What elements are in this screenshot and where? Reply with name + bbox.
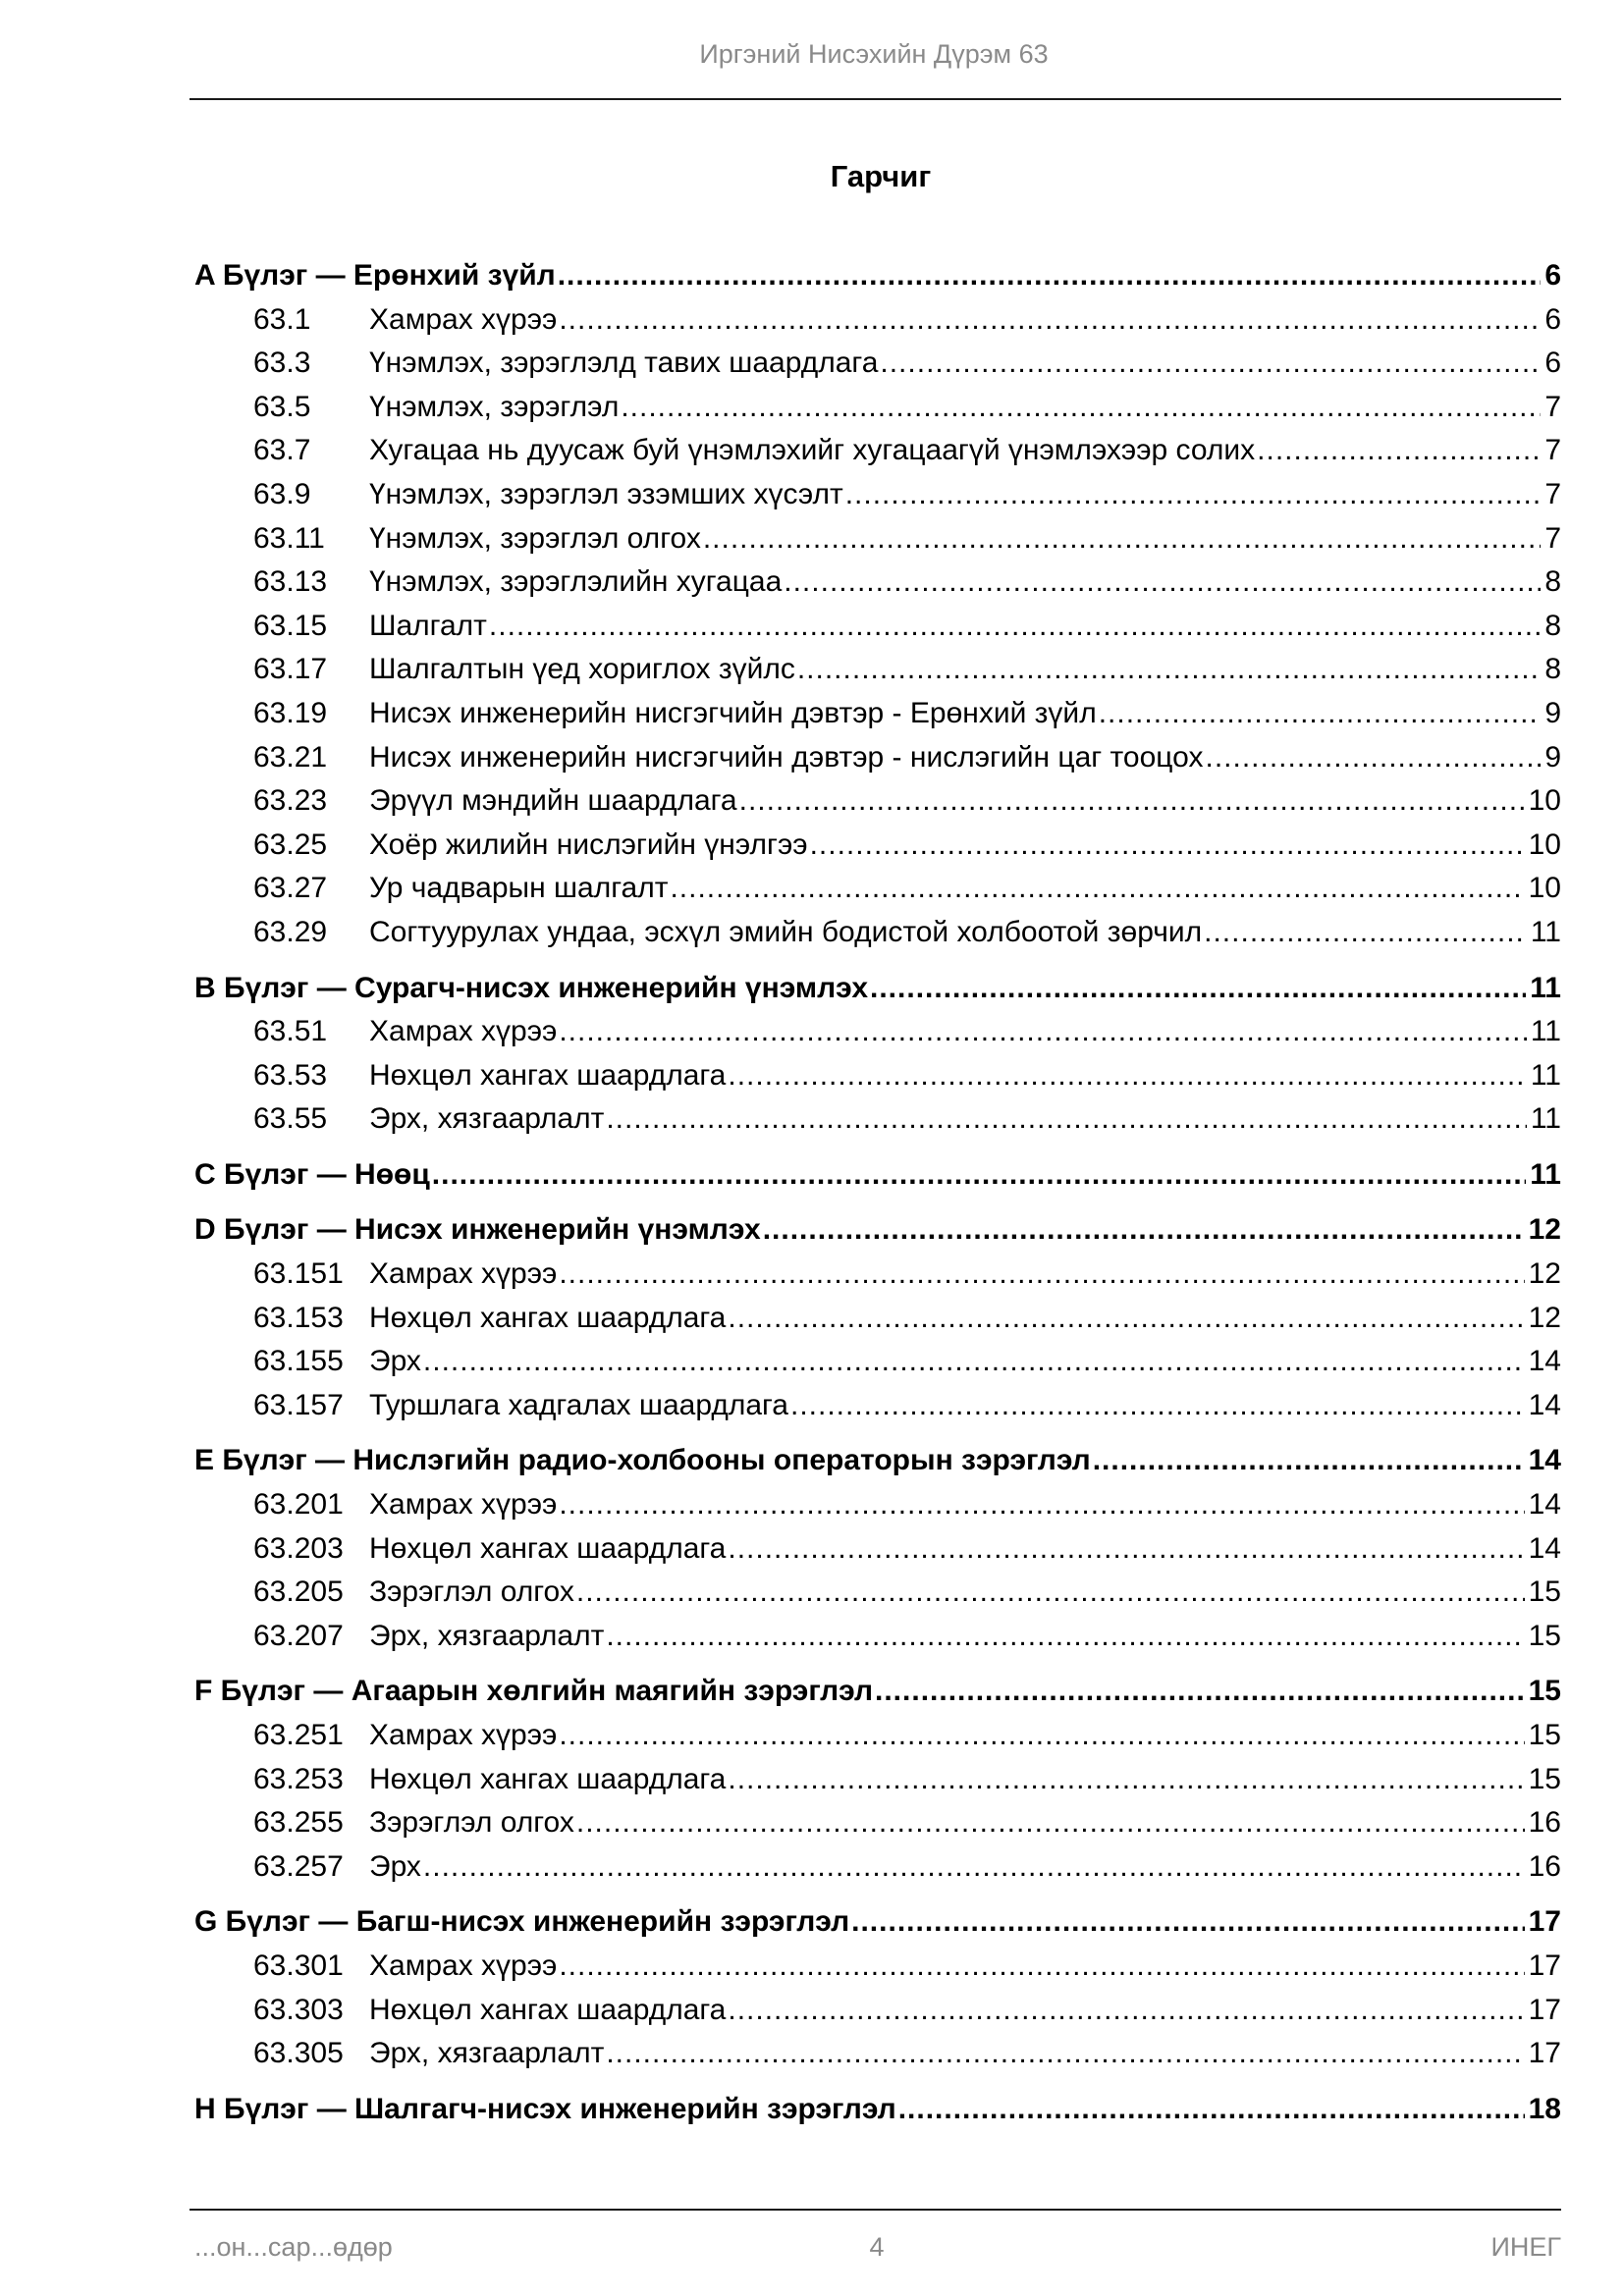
chapter-page-number: 15 — [1528, 1675, 1561, 1708]
toc-item-entry[interactable] — [194, 1989, 1561, 2033]
chapter-page-number: 12 — [1528, 1213, 1561, 1247]
item-title: Туршлага хадгалах шаардлага — [369, 1388, 788, 1421]
dot-leader — [790, 1384, 1525, 1428]
toc-item-entry[interactable] — [194, 1615, 1561, 1659]
item-number: 63.303 — [253, 1993, 344, 2026]
item-number: 63.207 — [253, 1619, 344, 1652]
item-page-number: 11 — [1530, 915, 1561, 948]
item-title: Хамрах хүрээ — [369, 1719, 558, 1751]
item-title: Хугацаа нь дуусаж буй үнэмлэхийг хугацаагүй үнэмлэхээр солих — [369, 434, 1256, 467]
chapter-title: C Бүлэг — Нөөц — [194, 1157, 430, 1191]
chapter-title: A Бүлэг — Ерөнхий зүйл — [194, 259, 556, 292]
dot-leader — [851, 1900, 1524, 1945]
item-page-number: 11 — [1530, 1015, 1561, 1048]
item-number: 63.55 — [253, 1102, 328, 1136]
toc-item-entry[interactable] — [194, 1010, 1561, 1054]
toc-chapter-entry[interactable] — [194, 1900, 1561, 1945]
chapter-title: E Бүлэг — Нислэгийн радио-холбооны операторын зэрэглэл — [194, 1444, 1091, 1477]
toc-item-entry[interactable] — [194, 1571, 1561, 1615]
item-page-number: 14 — [1528, 1531, 1561, 1565]
item-page-number: 11 — [1530, 1102, 1561, 1136]
dot-leader — [621, 386, 1541, 430]
item-title: Эрх, хязгаарлалт — [369, 1619, 605, 1652]
item-title: Хамрах хүрээ — [369, 1949, 558, 1982]
dot-leader — [423, 1845, 1525, 1890]
item-page-number: 9 — [1544, 740, 1561, 774]
item-number: 63.205 — [253, 1575, 344, 1609]
chapter-page-number: 11 — [1530, 1157, 1561, 1191]
toc-section — [194, 967, 1561, 1142]
item-number: 63.51 — [253, 1015, 328, 1048]
toc-item-entry[interactable] — [194, 1758, 1561, 1802]
toc-chapter-entry[interactable] — [194, 1208, 1561, 1253]
item-page-number: 17 — [1528, 1993, 1561, 2026]
dot-leader — [728, 1758, 1524, 1802]
toc-item-entry[interactable] — [194, 561, 1561, 605]
running-header: Иргэний Нисэхийн Дүрэм 63 — [699, 39, 1049, 69]
chapter-page-number: 17 — [1528, 1905, 1561, 1939]
toc-item-entry[interactable] — [194, 1054, 1561, 1098]
item-title: Эрх, хязгаарлалт — [369, 2037, 605, 2070]
toc-item-entry[interactable] — [194, 605, 1561, 649]
toc-item-entry[interactable] — [194, 867, 1561, 911]
item-page-number: 12 — [1528, 1301, 1561, 1334]
item-page-number: 15 — [1528, 1762, 1561, 1795]
item-title: Эрх — [369, 1849, 421, 1883]
item-number: 63.257 — [253, 1849, 344, 1883]
header-rule — [189, 98, 1561, 100]
item-title: Эрх, хязгаарлалт — [369, 1102, 605, 1136]
chapter-title: H Бүлэг — Шалгагч-нисэх инженерийн зэрэглэл — [194, 2092, 896, 2125]
item-title: Үнэмлэх, зэрэглэл — [369, 390, 620, 423]
item-number: 63.1 — [253, 302, 311, 336]
table-of-contents — [194, 254, 1561, 2143]
dot-leader — [763, 1208, 1525, 1253]
item-title: Нөхцөл хангах шаардлага — [369, 1301, 727, 1334]
item-page-number: 11 — [1530, 1058, 1561, 1092]
toc-chapter-entry[interactable] — [194, 254, 1561, 298]
item-title: Шалгалтын үед хориглох зүйлс — [369, 653, 795, 686]
dot-leader — [670, 867, 1524, 911]
dot-leader — [784, 561, 1541, 605]
dot-leader — [1206, 736, 1542, 780]
toc-item-entry[interactable] — [194, 517, 1561, 561]
item-title: Шалгалт — [369, 609, 487, 642]
item-number: 63.251 — [253, 1719, 344, 1751]
toc-chapter-entry[interactable] — [194, 1670, 1561, 1714]
dot-leader — [797, 648, 1541, 692]
dot-leader — [845, 473, 1542, 517]
item-page-number: 10 — [1528, 872, 1561, 905]
item-page-number: 15 — [1528, 1575, 1561, 1609]
dot-leader — [728, 1527, 1524, 1572]
chapter-title: D Бүлэг — Нисэх инженерийн үнэмлэх — [194, 1213, 761, 1247]
chapter-page-number: 6 — [1544, 259, 1561, 292]
toc-item-entry[interactable] — [194, 1297, 1561, 1341]
item-title: Хамрах хүрээ — [369, 1257, 558, 1291]
item-number: 63.7 — [253, 434, 311, 467]
item-title: Нөхцөл хангах шаардлага — [369, 1993, 727, 2026]
dot-leader — [559, 1010, 1527, 1054]
item-title: Согтуурулах ундаа, эсхүл эмийн бодистой холбоотой зөрчил — [369, 915, 1203, 948]
dot-leader — [1099, 692, 1542, 736]
toc-item-entry[interactable] — [194, 648, 1561, 692]
dot-leader — [432, 1153, 1526, 1198]
toc-item-entry[interactable] — [194, 429, 1561, 473]
item-page-number: 16 — [1528, 1849, 1561, 1883]
item-number: 63.17 — [253, 653, 328, 686]
item-page-number: 6 — [1544, 302, 1561, 336]
dot-leader — [898, 2088, 1525, 2132]
item-page-number: 10 — [1528, 828, 1561, 861]
toc-item-entry[interactable] — [194, 1253, 1561, 1297]
footer-date: ...он...сар...өдөр — [194, 2232, 393, 2262]
toc-section — [194, 1900, 1561, 2075]
toc-section — [194, 2088, 1561, 2132]
toc-item-entry[interactable] — [194, 1483, 1561, 1527]
item-page-number: 14 — [1528, 1488, 1561, 1522]
toc-item-entry[interactable] — [194, 473, 1561, 517]
item-number: 63.151 — [253, 1257, 344, 1291]
item-page-number: 7 — [1544, 477, 1561, 510]
toc-item-entry[interactable] — [194, 342, 1561, 386]
item-page-number: 15 — [1528, 1719, 1561, 1751]
item-title: Нисэх инженерийн нисгэгчийн дэвтэр - Ерөнхий зүйл — [369, 696, 1097, 729]
toc-item-entry[interactable] — [194, 911, 1561, 955]
dot-leader — [489, 605, 1541, 649]
toc-item-entry[interactable] — [194, 1845, 1561, 1890]
item-number: 63.5 — [253, 390, 311, 423]
chapter-page-number: 11 — [1530, 971, 1561, 1004]
dot-leader — [576, 1571, 1525, 1615]
item-title: Хамрах хүрээ — [369, 1488, 558, 1522]
item-number: 63.21 — [253, 740, 328, 774]
dot-leader — [728, 1989, 1524, 2033]
item-page-number: 17 — [1528, 2037, 1561, 2070]
chapter-title: F Бүлэг — Агаарын хөлгийн маягийн зэрэглэл — [194, 1675, 874, 1708]
toc-section — [194, 1670, 1561, 1889]
item-title: Зэрэглэл олгох — [369, 1575, 574, 1609]
dot-leader — [559, 298, 1541, 343]
item-number: 63.53 — [253, 1058, 328, 1092]
item-title: Үнэмлэх, зэрэглэлийн хугацаа — [369, 565, 783, 599]
item-title: Нөхцөл хангах шаардлага — [369, 1058, 727, 1092]
toc-item-entry[interactable] — [194, 1527, 1561, 1572]
item-page-number: 10 — [1528, 784, 1561, 818]
toc-item-entry[interactable] — [194, 1340, 1561, 1384]
item-title: Эрүүл мэндийн шаардлага — [369, 784, 737, 818]
item-page-number: 7 — [1544, 434, 1561, 467]
dot-leader — [1257, 429, 1541, 473]
dot-leader — [739, 779, 1525, 824]
dot-leader — [559, 1253, 1524, 1297]
item-number: 63.153 — [253, 1301, 344, 1334]
toc-chapter-entry[interactable] — [194, 1153, 1561, 1198]
chapter-title: B Бүлэг — Сурагч-нисэх инженерийн үнэмлэх — [194, 971, 869, 1004]
item-page-number: 6 — [1544, 347, 1561, 380]
item-page-number: 7 — [1544, 521, 1561, 555]
item-title: Ур чадварын шалгалт — [369, 872, 669, 905]
item-number: 63.305 — [253, 2037, 344, 2070]
item-title: Нисэх инженерийн нисгэгчийн дэвтэр - нислэгийн цаг тооцох — [369, 740, 1204, 774]
toc-item-entry[interactable] — [194, 1384, 1561, 1428]
item-number: 63.157 — [253, 1388, 344, 1421]
item-page-number: 14 — [1528, 1388, 1561, 1421]
toc-chapter-entry[interactable] — [194, 2088, 1561, 2132]
item-number: 63.27 — [253, 872, 328, 905]
item-page-number: 17 — [1528, 1949, 1561, 1982]
item-number: 63.255 — [253, 1806, 344, 1840]
item-title: Нөхцөл хангах шаардлага — [369, 1762, 727, 1795]
item-page-number: 9 — [1544, 696, 1561, 729]
toc-item-entry[interactable] — [194, 298, 1561, 343]
item-number: 63.19 — [253, 696, 328, 729]
item-number: 63.155 — [253, 1345, 344, 1378]
toc-item-entry[interactable] — [194, 692, 1561, 736]
item-title: Эрх — [369, 1345, 421, 1378]
item-title: Хоёр жилийн нислэгийн үнэлгээ — [369, 828, 808, 861]
item-title: Үнэмлэх, зэрэглэл олгох — [369, 521, 701, 555]
dot-leader — [880, 342, 1541, 386]
toc-chapter-entry[interactable] — [194, 967, 1561, 1011]
item-page-number: 8 — [1544, 609, 1561, 642]
item-title: Хамрах хүрээ — [369, 1015, 558, 1048]
dot-leader — [558, 254, 1542, 298]
toc-item-entry[interactable] — [194, 1945, 1561, 1989]
chapter-page-number: 14 — [1528, 1444, 1561, 1477]
dot-leader — [606, 1615, 1524, 1659]
toc-item-entry[interactable] — [194, 824, 1561, 868]
dot-leader — [1204, 911, 1527, 955]
footer-rule — [189, 2209, 1561, 2211]
dot-leader — [728, 1297, 1524, 1341]
dot-leader — [559, 1945, 1524, 1989]
item-number: 63.3 — [253, 347, 311, 380]
toc-section — [194, 1153, 1561, 1198]
item-page-number: 15 — [1528, 1619, 1561, 1652]
toc-title: Гарчиг — [830, 159, 932, 193]
toc-item-entry[interactable] — [194, 1714, 1561, 1758]
item-page-number: 8 — [1544, 565, 1561, 599]
item-number: 63.9 — [253, 477, 311, 510]
item-number: 63.13 — [253, 565, 328, 599]
item-number: 63.253 — [253, 1762, 344, 1795]
item-number: 63.29 — [253, 915, 328, 948]
dot-leader — [810, 824, 1525, 868]
toc-section — [194, 1208, 1561, 1427]
dot-leader — [875, 1670, 1525, 1714]
item-page-number: 14 — [1528, 1345, 1561, 1378]
toc-item-entry[interactable] — [194, 386, 1561, 430]
item-page-number: 12 — [1528, 1257, 1561, 1291]
dot-leader — [870, 967, 1526, 1011]
dot-leader — [1093, 1439, 1525, 1483]
toc-item-entry[interactable] — [194, 779, 1561, 824]
item-number: 63.23 — [253, 784, 328, 818]
item-page-number: 16 — [1528, 1806, 1561, 1840]
page-number: 4 — [869, 2232, 885, 2262]
dot-leader — [559, 1483, 1524, 1527]
item-number: 63.25 — [253, 828, 328, 861]
toc-item-entry[interactable] — [194, 736, 1561, 780]
dot-leader — [606, 1097, 1527, 1142]
item-title: Үнэмлэх, зэрэглэлд тавих шаардлага — [369, 347, 879, 380]
item-number: 63.11 — [253, 521, 325, 555]
chapter-page-number: 18 — [1528, 2092, 1561, 2125]
item-page-number: 7 — [1544, 390, 1561, 423]
dot-leader — [606, 2032, 1524, 2076]
toc-item-entry[interactable] — [194, 1801, 1561, 1845]
chapter-title: G Бүлэг — Багш-нисэх инженерийн зэрэглэл — [194, 1905, 850, 1939]
dot-leader — [728, 1054, 1526, 1098]
toc-section — [194, 254, 1561, 955]
item-title: Нөхцөл хангах шаардлага — [369, 1531, 727, 1565]
item-title: Хамрах хүрээ — [369, 302, 558, 336]
toc-item-entry[interactable] — [194, 2032, 1561, 2076]
item-title: Үнэмлэх, зэрэглэл эзэмших хүсэлт — [369, 477, 843, 510]
dot-leader — [703, 517, 1541, 561]
item-number: 63.15 — [253, 609, 328, 642]
item-title: Зэрэглэл олгох — [369, 1806, 574, 1840]
dot-leader — [559, 1714, 1524, 1758]
footer-organization: ИНЕГ — [1490, 2232, 1561, 2262]
toc-item-entry[interactable] — [194, 1097, 1561, 1142]
toc-chapter-entry[interactable] — [194, 1439, 1561, 1483]
dot-leader — [423, 1340, 1525, 1384]
toc-section — [194, 1439, 1561, 1658]
item-number: 63.301 — [253, 1949, 344, 1982]
item-page-number: 8 — [1544, 653, 1561, 686]
item-number: 63.203 — [253, 1531, 344, 1565]
dot-leader — [576, 1801, 1525, 1845]
item-number: 63.201 — [253, 1488, 344, 1522]
